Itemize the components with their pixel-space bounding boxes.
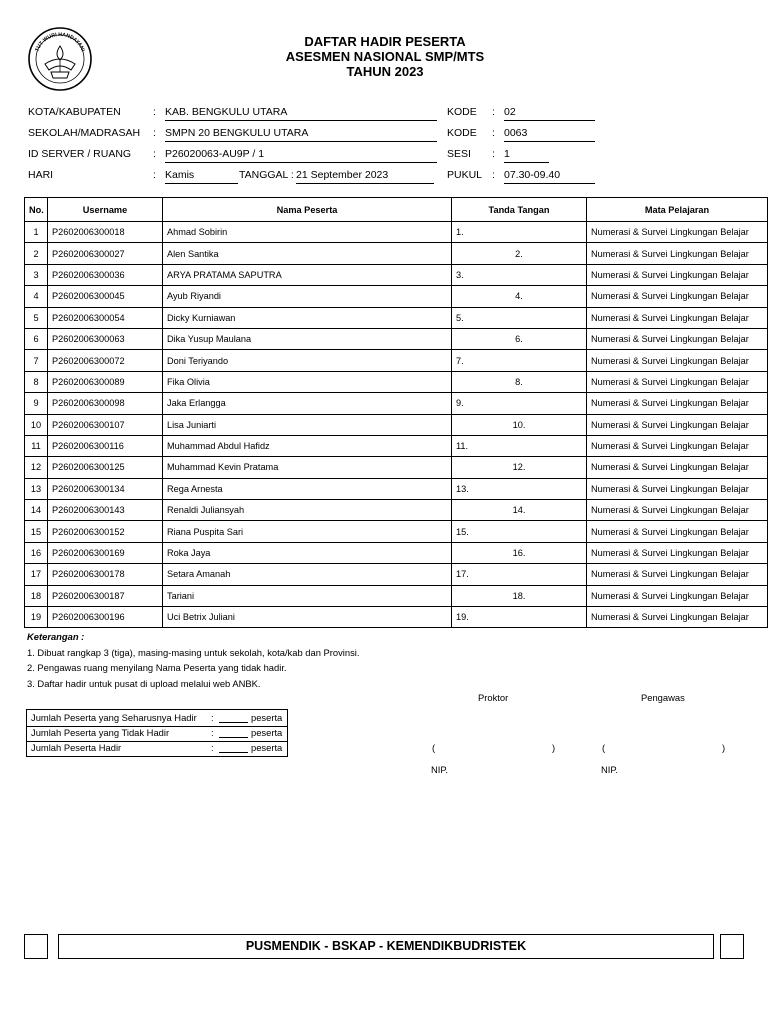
cell-mata-pelajaran: Numerasi & Survei Lingkungan Belajar [587,393,768,414]
summary-colon: : [211,727,214,738]
cell-tanda-tangan[interactable]: 17. [452,564,587,585]
cell-username: P2602006300187 [48,585,163,606]
summary-unit: peserta [251,712,283,723]
table-row [25,371,768,392]
cell-no: 16 [25,542,48,563]
cell-mata-pelajaran: Numerasi & Survei Lingkungan Belajar [587,607,768,628]
kode-label: KODE [447,127,477,139]
cell-mata-pelajaran: Numerasi & Survei Lingkungan Belajar [587,500,768,521]
attendance-table [24,197,768,628]
table-row [25,414,768,435]
table-row [25,264,768,285]
cell-username: P2602006300036 [48,264,163,285]
cell-nama-peserta: Dika Yusup Maulana [163,328,452,349]
info-row-pukul [447,169,597,185]
table-row [25,350,768,371]
cell-mata-pelajaran: Numerasi & Survei Lingkungan Belajar [587,478,768,499]
cell-username: P2602006300196 [48,607,163,628]
cell-tanda-tangan[interactable]: 18. [452,585,587,606]
cell-nama-peserta: Alen Santika [163,243,452,264]
cell-nama-peserta: Riana Puspita Sari [163,521,452,542]
sekolah-value: SMPN 20 BENGKULU UTARA [165,127,437,142]
tanggal-label: TANGGAL : [239,169,294,181]
info-row-kode2 [447,127,597,143]
info-row-kota [28,106,448,122]
table-row [25,478,768,499]
server-label: ID SERVER / RUANG [28,148,132,160]
proktor-nip: NIP. [431,764,449,775]
note-item: 1. Dibuat rangkap 3 (tiga), masing-masing untuk sekolah, kota/kab dan Provinsi. [27,646,360,658]
cell-tanda-tangan[interactable]: 13. [452,478,587,499]
sesi-value: 1 [504,148,549,163]
kode-value: 0063 [504,127,595,142]
cell-mata-pelajaran: Numerasi & Survei Lingkungan Belajar [587,286,768,307]
table-row [25,564,768,585]
cell-mata-pelajaran: Numerasi & Survei Lingkungan Belajar [587,414,768,435]
cell-mata-pelajaran: Numerasi & Survei Lingkungan Belajar [587,542,768,563]
info-row-sesi [447,148,597,164]
info-row-sekolah [28,127,448,143]
pukul-label: PUKUL [447,169,483,181]
pukul-value: 07.30-09.40 [504,169,595,184]
cell-tanda-tangan[interactable]: 19. [452,607,587,628]
pengawas-label: Pengawas [641,692,685,703]
svg-text:TUT WURI HANDAYANI: TUT WURI HANDAYANI [34,31,86,53]
cell-no: 14 [25,500,48,521]
summary-blank-field[interactable] [219,727,248,738]
colon: : [153,169,156,181]
sekolah-label: SEKOLAH/MADRASAH [28,127,141,139]
kota-value: KAB. BENGKULU UTARA [165,106,437,121]
cell-username: P2602006300125 [48,457,163,478]
header-nama-peserta: Nama Peserta [163,198,452,222]
cell-nama-peserta: Ayub Riyandi [163,286,452,307]
cell-tanda-tangan[interactable]: 15. [452,521,587,542]
cell-tanda-tangan[interactable]: 10. [452,414,587,435]
sesi-label: SESI [447,148,471,160]
cell-username: P2602006300063 [48,328,163,349]
title-line-3: TAHUN 2023 [346,64,424,79]
cell-mata-pelajaran: Numerasi & Survei Lingkungan Belajar [587,435,768,456]
cell-tanda-tangan[interactable]: 14. [452,500,587,521]
cell-nama-peserta: Renaldi Juliansyah [163,500,452,521]
cell-username: P2602006300054 [48,307,163,328]
cell-username: P2602006300045 [48,286,163,307]
cell-no: 13 [25,478,48,499]
table-row [25,286,768,307]
cell-tanda-tangan[interactable]: 2. [452,243,587,264]
cell-mata-pelajaran: Numerasi & Survei Lingkungan Belajar [587,307,768,328]
cell-no: 17 [25,564,48,585]
cell-nama-peserta: Muhammad Abdul Hafidz [163,435,452,456]
table-row [25,435,768,456]
colon: : [153,127,156,139]
footer-banner: PUSMENDIK - BSKAP - KEMENDIKBUDRISTEK [58,934,714,959]
cell-no: 8 [25,371,48,392]
summary-blank-field[interactable] [219,742,248,753]
title-line-2: ASESMEN NASIONAL SMP/MTS [285,49,485,64]
cell-nama-peserta: Dicky Kurniawan [163,307,452,328]
summary-unit: peserta [251,727,283,738]
cell-no: 11 [25,435,48,456]
cell-username: P2602006300116 [48,435,163,456]
cell-mata-pelajaran: Numerasi & Survei Lingkungan Belajar [587,222,768,243]
cell-mata-pelajaran: Numerasi & Survei Lingkungan Belajar [587,585,768,606]
colon: : [153,106,156,118]
cell-username: P2602006300152 [48,521,163,542]
cell-no: 4 [25,286,48,307]
table-row [25,607,768,628]
notes [27,629,359,691]
cell-tanda-tangan[interactable]: 9. [452,393,587,414]
table-row [25,585,768,606]
cell-nama-peserta: Lisa Juniarti [163,414,452,435]
cell-nama-peserta: Jaka Erlangga [163,393,452,414]
colon: : [492,169,495,181]
cell-mata-pelajaran: Numerasi & Survei Lingkungan Belajar [587,521,768,542]
colon: : [153,148,156,160]
colon: : [492,127,495,139]
proktor-open-paren: ( [432,742,436,753]
summary-box [26,709,288,757]
summary-row-present [31,742,287,757]
summary-colon: : [211,712,214,723]
cell-username: P2602006300143 [48,500,163,521]
cell-tanda-tangan[interactable]: 6. [452,328,587,349]
cell-tanda-tangan[interactable]: 7. [452,350,587,371]
cell-tanda-tangan[interactable]: 11. [452,435,587,456]
note-item: 2. Pengawas ruang menyilang Nama Peserta yang tidak hadir. [27,662,287,673]
cell-no: 9 [25,393,48,414]
cell-no: 7 [25,350,48,371]
summary-row-expected [27,712,287,727]
hari-value: Kamis [165,169,238,184]
document-title [200,34,570,79]
header-tanda-tangan: Tanda Tangan [452,198,587,222]
pengawas-open-paren: ( [602,742,606,753]
cell-tanda-tangan[interactable]: 5. [452,307,587,328]
cell-mata-pelajaran: Numerasi & Survei Lingkungan Belajar [587,243,768,264]
kode-value: 02 [504,106,595,121]
summary-label: Jumlah Peserta yang Tidak Hadir [31,727,170,738]
pengawas-close-paren: ) [722,742,726,753]
header-no: No. [25,198,48,222]
cell-mata-pelajaran: Numerasi & Survei Lingkungan Belajar [587,457,768,478]
summary-label: Jumlah Peserta Hadir [31,742,122,753]
table-row [25,222,768,243]
note-item: 3. Daftar hadir untuk pusat di upload melalui web ANBK. [27,677,261,689]
cell-username: P2602006300107 [48,414,163,435]
header-username: Username [48,198,163,222]
cell-nama-peserta: Setara Amanah [163,564,452,585]
table-row [25,393,768,414]
cell-username: P2602006300027 [48,243,163,264]
cell-nama-peserta: Rega Arnesta [163,478,452,499]
cell-username: P2602006300178 [48,564,163,585]
attendance-table-body [25,222,768,628]
cell-no: 12 [25,457,48,478]
cell-username: P2602006300098 [48,393,163,414]
cell-no: 6 [25,328,48,349]
cell-tanda-tangan[interactable]: 4. [452,286,587,307]
cell-no: 3 [25,264,48,285]
colon: : [492,106,495,118]
cell-username: P2602006300018 [48,222,163,243]
table-header-row [25,198,768,222]
summary-blank-field[interactable] [219,712,248,723]
summary-colon: : [211,742,214,753]
proktor-label: Proktor [478,692,509,703]
server-value: P26020063-AU9P / 1 [165,148,437,163]
table-row [25,457,768,478]
cell-mata-pelajaran: Numerasi & Survei Lingkungan Belajar [587,264,768,285]
cell-nama-peserta: Muhammad Kevin Pratama [163,457,452,478]
table-row [25,500,768,521]
cell-username: P2602006300134 [48,478,163,499]
cell-nama-peserta: ARYA PRATAMA SAPUTRA [163,264,452,285]
cell-nama-peserta: Uci Betrix Juliani [163,607,452,628]
cell-nama-peserta: Ahmad Sobirin [163,222,452,243]
cell-no: 5 [25,307,48,328]
cell-no: 18 [25,585,48,606]
cell-tanda-tangan[interactable]: 1. [452,222,587,243]
cell-username: P2602006300169 [48,542,163,563]
footer-right-box [720,934,744,959]
tanggal-value: 21 September 2023 [296,169,434,184]
summary-unit: peserta [251,742,283,753]
cell-mata-pelajaran: Numerasi & Survei Lingkungan Belajar [587,371,768,392]
cell-tanda-tangan[interactable]: 3. [452,264,587,285]
kota-label: KOTA/KABUPATEN [28,106,121,118]
pengawas-nip: NIP. [601,764,619,775]
cell-tanda-tangan[interactable]: 16. [452,542,587,563]
notes-title: Keterangan : [27,631,85,642]
cell-nama-peserta: Doni Teriyando [163,350,452,371]
cell-no: 2 [25,243,48,264]
kode-label: KODE [447,106,477,118]
table-row [25,243,768,264]
cell-mata-pelajaran: Numerasi & Survei Lingkungan Belajar [587,328,768,349]
cell-no: 19 [25,607,48,628]
summary-row-absent [27,727,287,742]
cell-no: 15 [25,521,48,542]
cell-mata-pelajaran: Numerasi & Survei Lingkungan Belajar [587,564,768,585]
footer-left-box [24,934,48,959]
cell-no: 10 [25,414,48,435]
cell-username: P2602006300072 [48,350,163,371]
table-row [25,307,768,328]
summary-label: Jumlah Peserta yang Seharusnya Hadir [31,712,197,723]
info-row-server [28,148,448,164]
header-mata-pelajaran: Mata Pelajaran [587,198,768,222]
colon: : [492,148,495,160]
cell-tanda-tangan[interactable]: 12. [452,457,587,478]
info-row-hari [28,169,448,185]
hari-label: HARI [28,169,54,181]
title-line-1: DAFTAR HADIR PESERTA [304,34,466,49]
cell-no: 1 [25,222,48,243]
tut-wuri-handayani-logo [25,24,95,94]
proktor-close-paren: ) [552,742,556,753]
table-row [25,328,768,349]
cell-nama-peserta: Fika Olivia [163,371,452,392]
cell-username: P2602006300089 [48,371,163,392]
table-row [25,521,768,542]
cell-mata-pelajaran: Numerasi & Survei Lingkungan Belajar [587,350,768,371]
cell-nama-peserta: Roka Jaya [163,542,452,563]
info-row-kode1 [447,106,597,122]
cell-tanda-tangan[interactable]: 8. [452,371,587,392]
table-row [25,542,768,563]
cell-nama-peserta: Tariani [163,585,452,606]
